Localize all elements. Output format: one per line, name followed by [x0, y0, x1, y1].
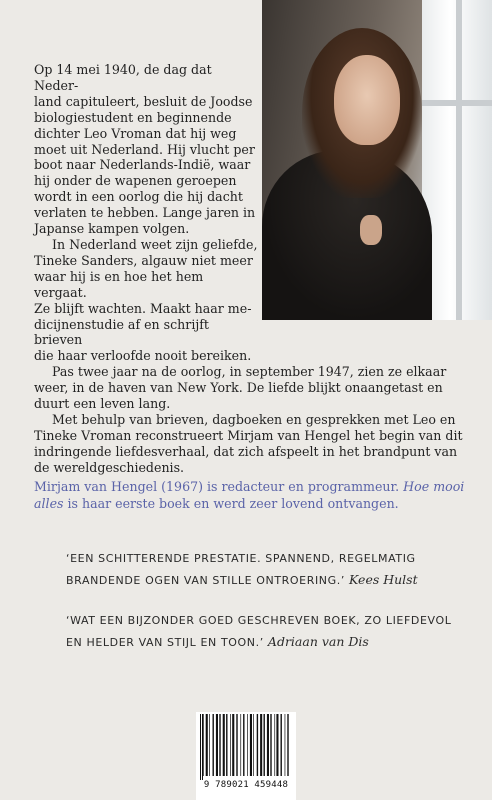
barcode-number: 9 789021 459448: [203, 780, 289, 790]
barcode-bar: [253, 714, 254, 776]
barcode-bar: [243, 714, 244, 776]
barcode-bar: [247, 714, 248, 776]
quote-author: Kees Hulst: [349, 572, 418, 587]
quote-text: ‘WAT EEN BIJZONDER GOED GESCHREVEN BOEK, ZO LIEFDEVOL EN HELDER VAN STIJL EN TOON.’: [66, 614, 452, 649]
bio-text: is haar eerste boek en werd zeer lovend ontvangen.: [63, 496, 399, 511]
blurb-line: dichter Leo Vroman dat hij weg: [34, 125, 237, 141]
blurb-line: hij onder de wapenen geroepen: [34, 173, 237, 189]
barcode-bar: [226, 714, 227, 776]
barcode-bar: [250, 714, 252, 776]
blurb-line: Op 14 mei 1940, de dag dat Neder-: [34, 62, 212, 93]
review-quote: [66, 548, 466, 591]
barcode-bar: [281, 714, 282, 776]
barcode-bar: [270, 714, 271, 776]
barcode-bar: [236, 714, 237, 776]
barcode-bar: [257, 714, 258, 776]
blurb-line: moet uit Nederland. Hij vlucht per: [34, 141, 255, 157]
barcode-bar: [209, 714, 210, 776]
barcode-bar: [267, 714, 269, 776]
barcode-bar: [216, 714, 218, 776]
blurb-paragraph-1: [34, 62, 258, 237]
barcode-bar: [264, 714, 265, 776]
barcode: [196, 712, 296, 800]
bio-book-title: Hoe mooi alles: [34, 479, 465, 511]
barcode-bar: [232, 714, 234, 776]
barcode-bar: [230, 714, 231, 776]
blurb-line: Tineke Sanders, algauw niet meer: [34, 252, 253, 268]
blurb-line: biologiestudent en beginnende: [34, 109, 232, 125]
barcode-bar: [276, 714, 278, 776]
barcode-bar: [203, 714, 204, 776]
blurb-paragraph-2: [34, 237, 258, 364]
barcode-bar: [213, 714, 214, 776]
blurb-paragraph-3: Pas twee jaar na de oorlog, in september 1947, zien ze elkaar weer, in de haven van New York. De liefde blijkt onaangetast en duurt een leven lang.: [34, 364, 447, 412]
blurb-line: die haar verloofde nooit bereiken.: [34, 348, 252, 364]
author-bio: [34, 478, 474, 512]
blurb-paragraph-4: Met behulp van brieven, dagboeken en gesprekken met Leo en Tineke Vroman reconstrueert Mirjam van Hengel het begin van dit indringende liefdesverhaal, dat zich afspeelt in het brandpunt van de wereldgeschiedenis.: [34, 411, 463, 475]
blurb-line: boot naar Nederlands-Indië, waar: [34, 157, 251, 173]
quote-text: ‘EEN SCHITTERENDE PRESTATIE. SPANNEND, REGELMATIG BRANDENDE OGEN VAN STILLE ONTROERING.’: [66, 552, 416, 587]
barcode-bars: [200, 714, 292, 780]
barcode-bar: [206, 714, 208, 776]
barcode-bar: [240, 714, 241, 776]
quote-author: Adriaan van Dis: [267, 634, 369, 649]
barcode-bar: [285, 714, 286, 776]
blurb-line: land capituleert, besluit de Joodse: [34, 93, 253, 109]
review-quote: [66, 610, 466, 653]
barcode-bar: [200, 714, 201, 780]
barcode-bar: [202, 714, 203, 780]
barcode-bar: [260, 714, 262, 776]
blurb-line: Japanse kampen volgen.: [34, 221, 190, 237]
blurb-line: wordt in een oorlog die hij dacht: [34, 189, 243, 205]
blurb-line: waar hij is en hoe het hem vergaat.: [34, 268, 204, 300]
blurb-line: In Nederland weet zijn geliefde,: [52, 236, 258, 252]
barcode-bar: [219, 714, 220, 776]
blurb-line: Ze blijft wachten. Maakt haar me-: [34, 300, 252, 316]
barcode-bar: [223, 714, 225, 776]
bio-text: Mirjam van Hengel (1967) is redacteur en programmeur.: [34, 479, 404, 494]
blurb-line: verlaten te hebben. Lange jaren in: [34, 205, 256, 221]
barcode-bar: [287, 714, 288, 776]
back-cover-blurb: [34, 62, 470, 476]
blurb-line: dicijnenstudie af en schrijft brieven: [34, 316, 209, 348]
barcode-bar: [274, 714, 275, 776]
